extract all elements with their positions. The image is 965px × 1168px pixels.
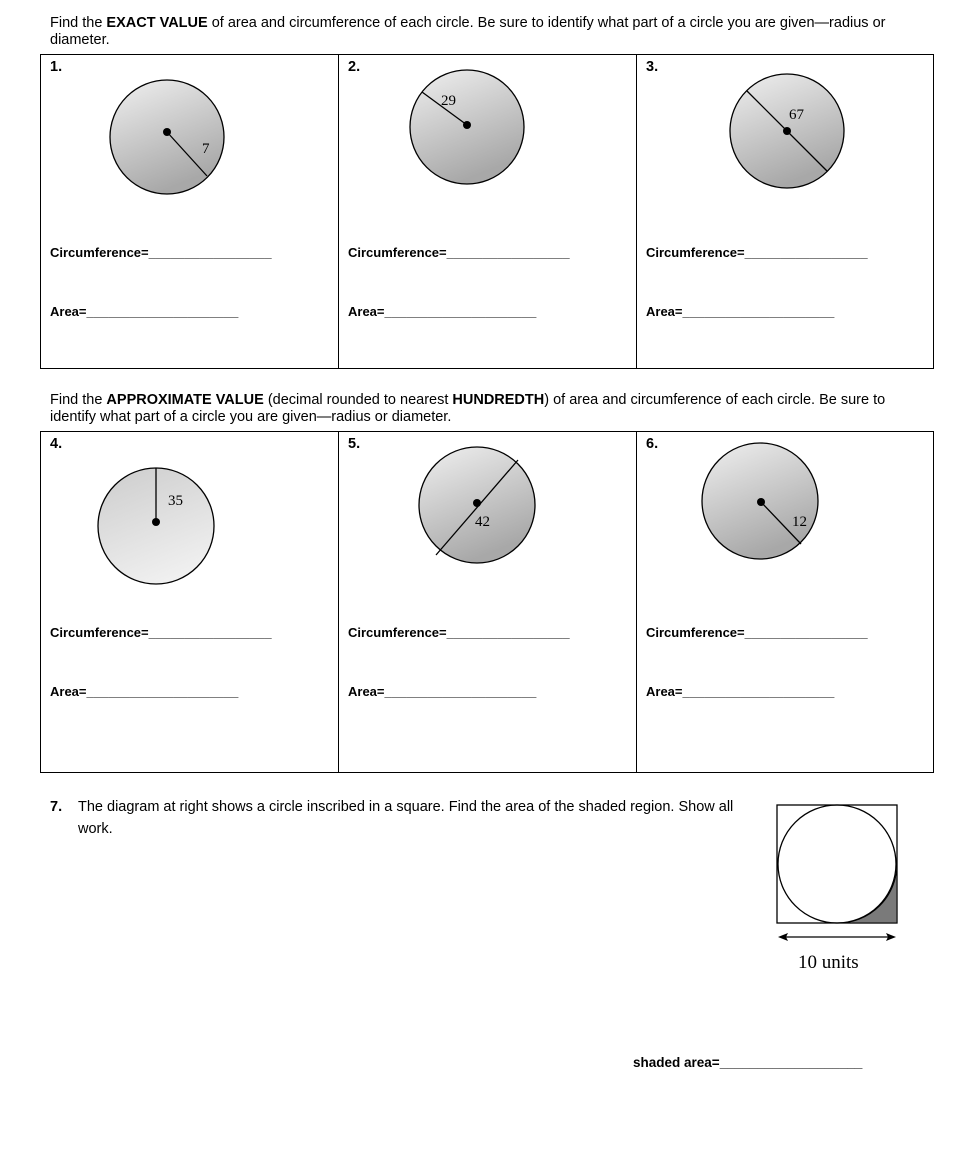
- circle-figure-2: [407, 67, 527, 187]
- problem-cell-3: [637, 55, 935, 368]
- circumference-line[interactable]: Circumference=_________________: [646, 245, 868, 260]
- circumference-line[interactable]: Circumference=_________________: [348, 245, 570, 260]
- instr-text: Find the: [50, 392, 107, 408]
- instructions-exact: [50, 15, 930, 49]
- radius-label: 7: [202, 141, 210, 157]
- area-line[interactable]: Area=_____________________: [646, 304, 835, 319]
- shaded-area-line[interactable]: shaded area=___________________: [633, 1055, 863, 1070]
- problem-number: 1.: [50, 59, 63, 75]
- dimension-label: 10 units: [798, 952, 859, 973]
- instr-emphasis: HUNDREDTH: [452, 392, 545, 408]
- problem-cell-2: [339, 55, 637, 368]
- radius-label: 29: [441, 93, 456, 109]
- area-line[interactable]: Area=_____________________: [646, 684, 835, 699]
- circumference-line[interactable]: Circumference=_________________: [646, 625, 868, 640]
- problem-number: 4.: [50, 436, 63, 452]
- problem-cell-6: [637, 432, 935, 772]
- diameter-label: 42: [475, 514, 490, 530]
- instr-text: Find the: [50, 15, 107, 31]
- problem-number: 7.: [50, 799, 63, 815]
- instr-text: of area and circumference of each circle. Be sure to identify what part of a circle you are given—radius or diameter.: [50, 15, 886, 48]
- area-line[interactable]: Area=_____________________: [348, 684, 537, 699]
- instructions-approximate: [50, 392, 930, 426]
- circumference-line[interactable]: Circumference=_________________: [50, 625, 272, 640]
- instr-text: (decimal rounded to nearest: [263, 392, 453, 408]
- instr-emphasis: APPROXIMATE VALUE: [106, 392, 264, 408]
- circle-figure-6: [700, 440, 820, 562]
- problem-grid-approximate: [40, 431, 934, 773]
- problem-cell-1: [41, 55, 339, 368]
- instr-text: ) of area and circumference of each circle. Be sure to identify what part of a circle you are given—radius or diameter.: [50, 392, 886, 425]
- problem-number: 5.: [348, 436, 361, 452]
- problem-7: [50, 796, 758, 840]
- problem-number: 3.: [646, 59, 659, 75]
- area-line[interactable]: Area=_____________________: [50, 304, 239, 319]
- inscribed-circle-figure: [772, 800, 902, 980]
- circumference-line[interactable]: Circumference=_________________: [50, 245, 272, 260]
- area-line[interactable]: Area=_____________________: [50, 684, 239, 699]
- radius-label: 12: [792, 514, 807, 530]
- radius-label: 35: [168, 493, 183, 509]
- circumference-line[interactable]: Circumference=_________________: [348, 625, 570, 640]
- instr-emphasis: EXACT VALUE: [106, 15, 208, 31]
- circle-figure-5: [417, 444, 537, 566]
- circle-figure-3: [727, 71, 847, 191]
- circle-figure-1: [107, 77, 227, 197]
- problem-number: 6.: [646, 436, 659, 452]
- area-line[interactable]: Area=_____________________: [348, 304, 537, 319]
- problem-cell-4: [41, 432, 339, 772]
- circle-figure-4: [96, 465, 216, 587]
- diameter-label: 67: [789, 107, 804, 123]
- problem-cell-5: [339, 432, 637, 772]
- problem-number: 2.: [348, 59, 361, 75]
- problem-grid-exact: [40, 54, 934, 369]
- problem-7-text: The diagram at right shows a circle inscribed in a square. Find the area of the shaded region. Show all work.: [78, 799, 734, 837]
